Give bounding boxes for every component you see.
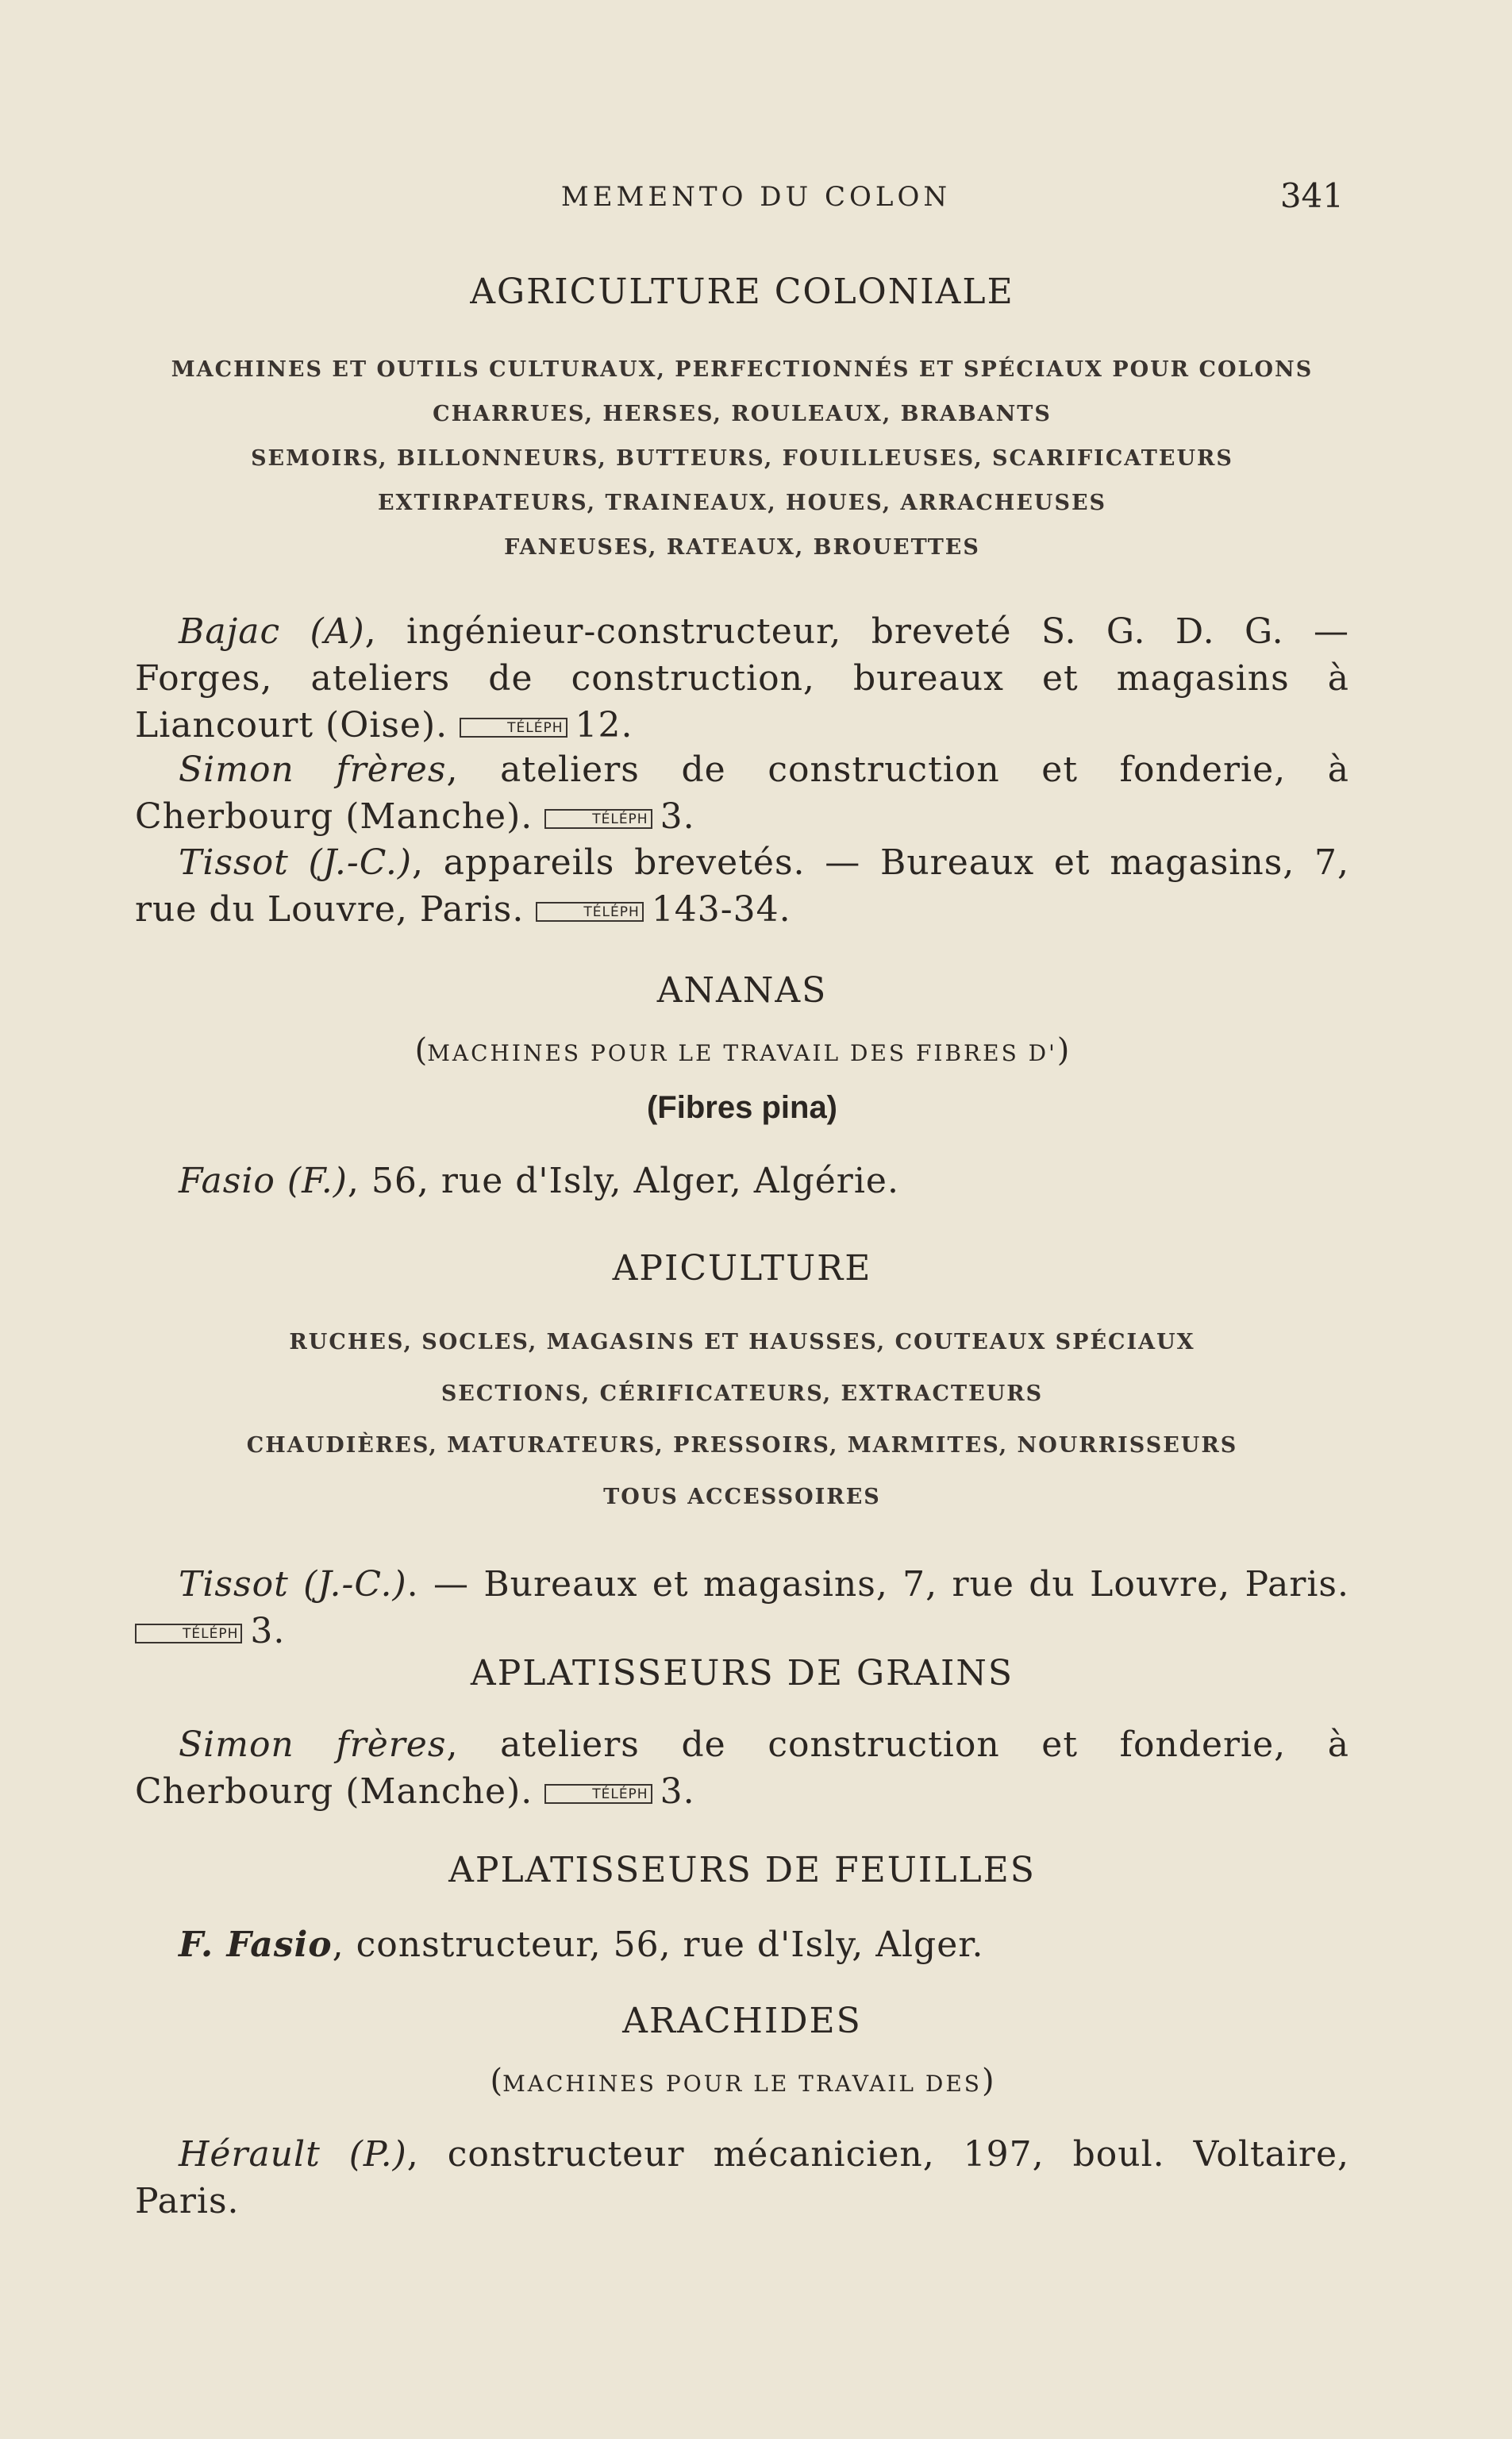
teleph-number: 143-34.: [651, 889, 791, 930]
entry-tissot: [135, 839, 1349, 933]
arachides-paren-subtitle: (MACHINES POUR LE TRAVAIL DES): [490, 2063, 995, 2099]
entry-initial: (J.-C.): [308, 842, 413, 883]
entry-name: Tissot: [179, 1564, 289, 1605]
entry-name: F. Fasio: [179, 1925, 333, 1965]
entry-fasio: [135, 1158, 1349, 1204]
teleph-number: 3.: [660, 796, 695, 837]
agriculture-subtitles: [135, 348, 1349, 570]
apiculture-subtitles: [135, 1316, 1349, 1523]
entry-text: , ateliers de construction et fonderie, à Cherbourg (Manche).: [135, 1724, 1350, 1812]
running-title: MEMENTO DU COLON: [560, 181, 952, 213]
teleph-number: 12.: [575, 705, 633, 746]
entry-text: , ateliers de construction et fonderie, à Cherbourg (Manche).: [135, 749, 1350, 837]
entry-text: , appareils brevetés. — Bureaux et magasins, 7, rue du Louvre, Paris.: [135, 842, 1349, 930]
section-title-arachides: ARACHIDES: [622, 2001, 862, 2041]
entry-text: , 56, rue d'Isly, Alger, Algérie.: [347, 1161, 899, 1201]
entry-initial: (P.): [348, 2134, 407, 2175]
entry-text: , ingénieur-constructeur, breveté S. G. D. G. — Forges, ateliers de construction, bureaux et magasins à Liancourt (Oise).: [135, 611, 1349, 746]
entry-text: , constructeur mécanicien, 197, boul. Voltaire, Paris.: [135, 2134, 1349, 2221]
subtitle-line: RUCHES, SOCLES, MAGASINS ET HAUSSES, COUTEAUX SPÉCIAUX: [289, 1330, 1195, 1354]
section-title-agriculture: AGRICULTURE COLONIALE: [470, 272, 1014, 312]
subtitle-line: SECTIONS, CÉRIFICATEURS, EXTRACTEURS: [441, 1381, 1044, 1406]
running-head: [0, 176, 1512, 216]
ananas-paren-subtitle: (MACHINES POUR LE TRAVAIL DES FIBRES D'): [414, 1032, 1070, 1069]
subtitle-line: FANEUSES, RATEAUX, BROUETTES: [504, 535, 980, 560]
entry-tissot-apiculture: [135, 1561, 1349, 1655]
entry-name: Simon frères: [179, 1724, 447, 1765]
subtitle-line: EXTIRPATEURS, TRAINEAUX, HOUES, ARRACHEUSES: [377, 491, 1107, 515]
section-title-ananas: ANANAS: [656, 970, 828, 1011]
teleph-number: 3.: [660, 1771, 695, 1812]
entry-bajac: [135, 608, 1349, 749]
entry-name: Tissot: [179, 842, 289, 883]
section-title-aplat-grains: APLATISSEURS DE GRAINS: [470, 1653, 1014, 1693]
ananas-bold-title: (Fibres pina): [646, 1090, 838, 1125]
teleph-box: TÉLÉPH: [135, 1624, 242, 1643]
paren-text: MACHINES POUR LE TRAVAIL DES: [502, 2071, 982, 2097]
entry-name: Bajac: [179, 611, 281, 652]
entry-initial: (F.): [287, 1161, 348, 1201]
teleph-box: TÉLÉPH: [544, 809, 652, 829]
subtitle-line: MACHINES ET OUTILS CULTURAUX, PERFECTIONNÉS ET SPÉCIAUX POUR COLONS: [171, 357, 1314, 382]
section-title-aplat-feuilles: APLATISSEURS DE FEUILLES: [448, 1850, 1036, 1890]
subtitle-line: CHARRUES, HERSES, ROULEAUX, BRABANTS: [433, 402, 1052, 426]
entry-name: Simon frères: [179, 749, 447, 790]
entry-simon: [135, 746, 1349, 840]
section-title-apiculture: APICULTURE: [612, 1248, 872, 1289]
entry-name: Hérault: [179, 2134, 321, 2175]
entry-simon-grains: [135, 1721, 1349, 1815]
entry-fasio-feuilles: [135, 1921, 1349, 1968]
paren-text: MACHINES POUR LE TRAVAIL DES FIBRES D': [427, 1040, 1057, 1066]
teleph-box: TÉLÉPH: [536, 902, 643, 922]
subtitle-line: TOUS ACCESSOIRES: [603, 1485, 881, 1509]
teleph-box: TÉLÉPH: [460, 718, 567, 738]
page-number: 341: [1279, 176, 1344, 215]
entry-text: , constructeur, 56, rue d'Isly, Alger.: [332, 1925, 984, 1965]
entry-initial: (A): [310, 611, 365, 652]
teleph-box: TÉLÉPH: [544, 1784, 652, 1804]
subtitle-line: CHAUDIÈRES, MATURATEURS, PRESSOIRS, MARMITES, NOURRISSEURS: [246, 1433, 1238, 1458]
entry-herault: [135, 2131, 1349, 2225]
entry-text: . — Bureaux et magasins, 7, rue du Louvre, Paris.: [406, 1564, 1349, 1605]
teleph-number: 3.: [250, 1611, 286, 1651]
subtitle-line: SEMOIRS, BILLONNEURS, BUTTEURS, FOUILLEUSES, SCARIFICATEURS: [251, 446, 1233, 471]
entry-name: Fasio: [179, 1161, 275, 1201]
entry-initial: (J.-C.): [303, 1564, 407, 1605]
